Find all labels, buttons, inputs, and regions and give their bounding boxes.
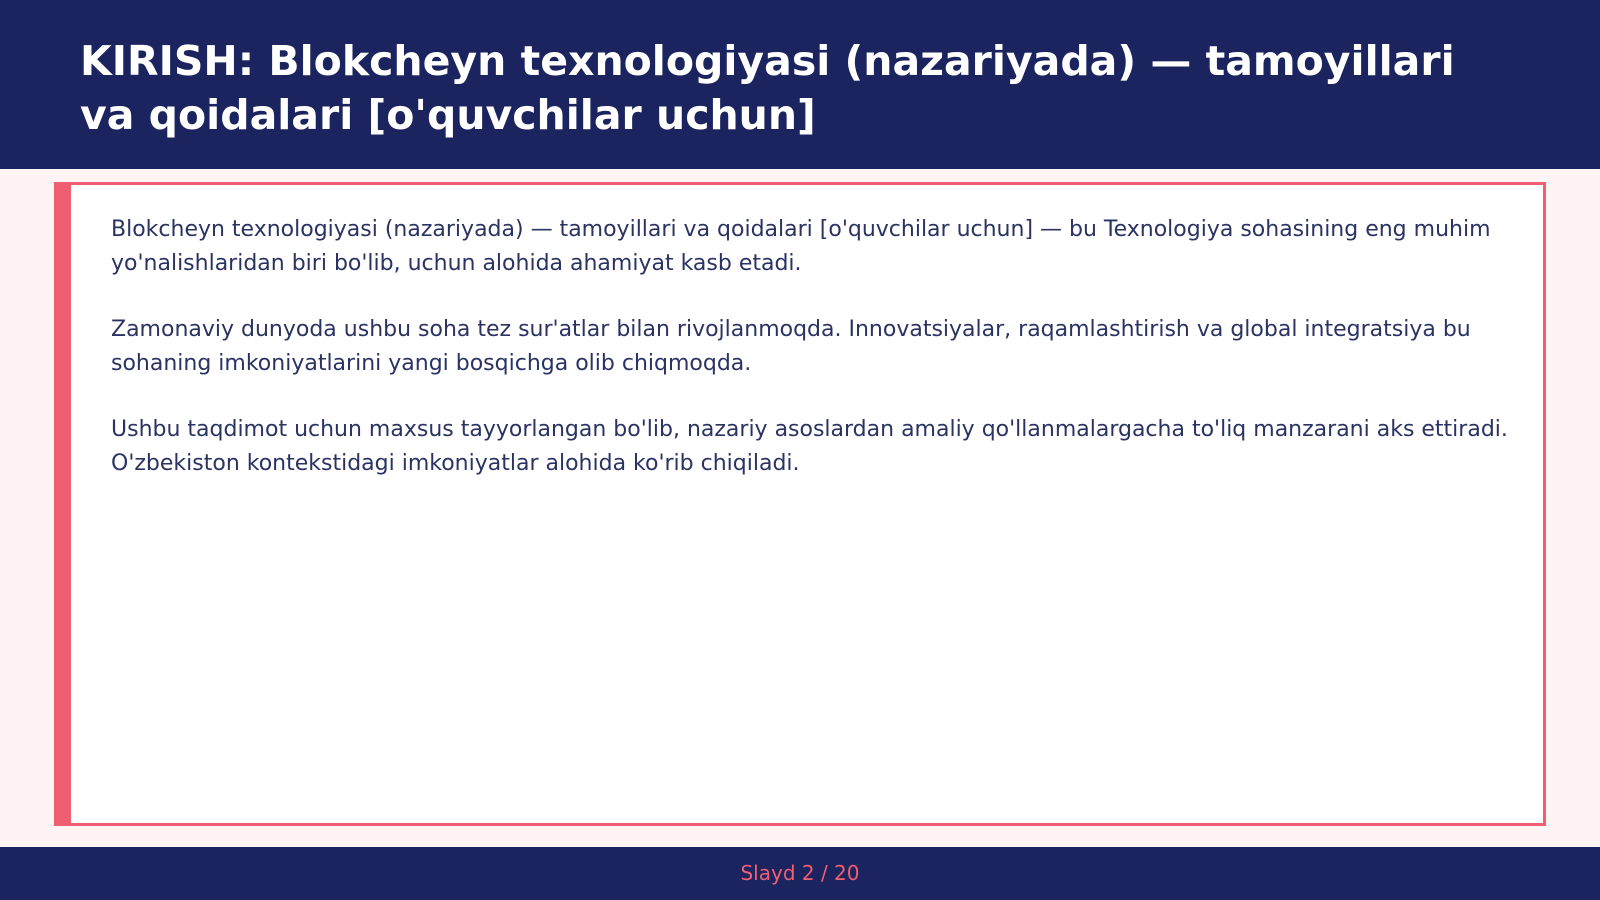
slide-header [0, 0, 1600, 169]
slide-footer [0, 847, 1600, 900]
body-text [111, 213, 1531, 513]
slide-title: KIRISH: Blokcheyn texnologiyasi (nazariyada) — tamoyillari va qoidalari [o'quvchilar uchun] [80, 37, 1455, 139]
paragraph-3: Ushbu taqdimot uchun maxsus tayyorlangan bo'lib, nazariy asoslardan amaliy qo'llanmalargacha to'liq manzarani aks ettiradi. O'zbekiston kontekstidagi imkoniyatlar alohida ko'rib chiqiladi. [111, 417, 1508, 476]
slide-number: Slayd 2 / 20 [740, 861, 860, 885]
paragraph-2: Zamonaviy dunyoda ushbu soha tez sur'atlar bilan rivojlanmoqda. Innovatsiyalar, raqamlashtirish va global integratsiya bu sohaning imkoniyatlarini yangi bosqichga olib chiqmoqda. [111, 317, 1471, 376]
content-card [54, 182, 1546, 826]
paragraph-1: Blokcheyn texnologiyasi (nazariyada) — tamoyillari va qoidalari [o'quvchilar uchun] — bu Texnologiya sohasining eng muhim yo'nalishlaridan biri bo'lib, uchun alohida ahamiyat kasb etadi. [111, 217, 1491, 276]
